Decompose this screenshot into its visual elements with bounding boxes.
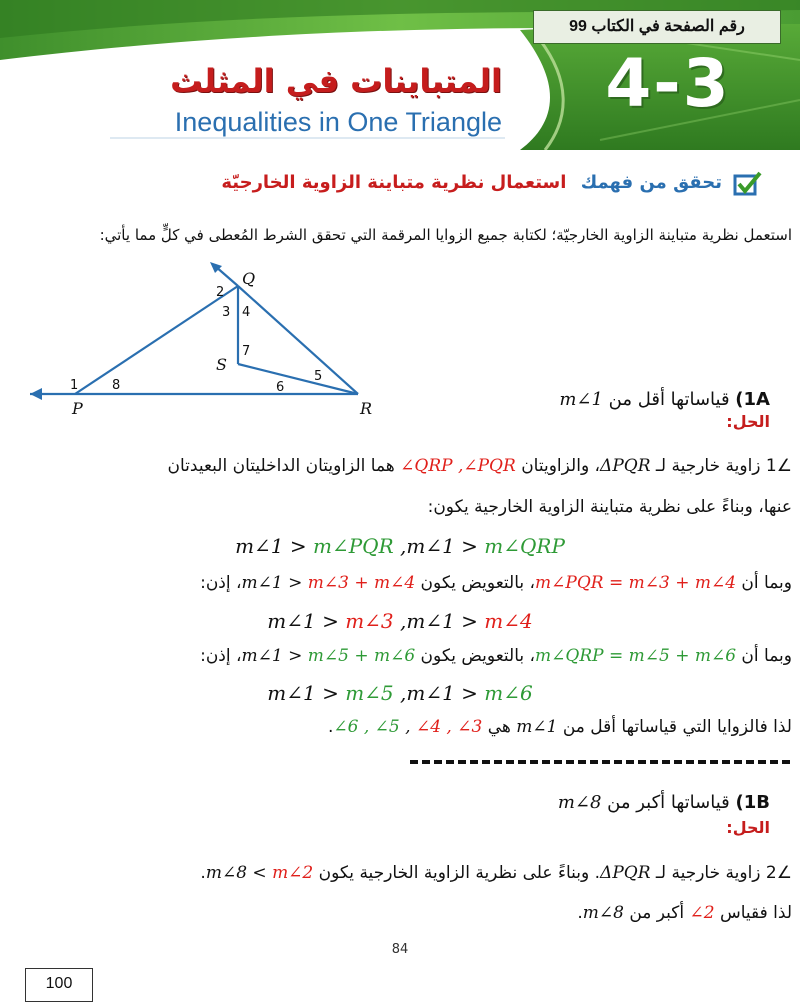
highlight: m∠QRP bbox=[484, 534, 565, 558]
part-b-line-1 bbox=[8, 862, 792, 884]
vertex-p: P bbox=[72, 399, 83, 418]
text: وبما أن bbox=[736, 573, 792, 593]
part-b-prompt bbox=[558, 792, 770, 813]
inequality-1 bbox=[0, 533, 800, 559]
arrow-left-icon bbox=[30, 388, 42, 400]
text: أكبر من bbox=[623, 903, 690, 923]
text: m∠1 > bbox=[241, 646, 308, 666]
segment-qr bbox=[238, 286, 358, 394]
highlight: m∠PQR = m∠3 + m∠4 bbox=[535, 573, 737, 593]
text: m∠1 > bbox=[267, 681, 346, 705]
segment-pq bbox=[75, 286, 238, 394]
angle-label-6: 6 bbox=[276, 380, 285, 395]
part-a-prompt bbox=[559, 389, 770, 410]
part-a-line-3 bbox=[8, 572, 792, 594]
text: ∠1 زاوية خارجية لـ bbox=[650, 456, 792, 476]
highlight: m∠3 + m∠4 bbox=[307, 573, 416, 593]
angle-label-4: 4 bbox=[242, 305, 251, 320]
text: ∠2 زاوية خارجية لـ bbox=[650, 863, 792, 883]
text: ، والزاويتان bbox=[515, 456, 601, 476]
angle-label-1: 1 bbox=[70, 378, 79, 393]
text: ,m∠1 > bbox=[393, 609, 485, 633]
inequality-2 bbox=[0, 608, 800, 634]
highlight: ∠6 , ∠5 bbox=[333, 717, 400, 737]
triangle-name: ΔPQR bbox=[600, 863, 651, 883]
vertex-q: Q bbox=[242, 269, 256, 288]
text: m∠1 > bbox=[235, 534, 313, 558]
highlight: m∠4 bbox=[484, 609, 533, 633]
part-a-line-4 bbox=[8, 645, 792, 667]
text: . bbox=[577, 903, 583, 923]
highlight: ∠2 bbox=[689, 903, 715, 923]
checkbox-icon bbox=[733, 170, 763, 196]
part-b-line-2 bbox=[8, 902, 792, 924]
angle-label-2: 2 bbox=[216, 285, 225, 300]
part-a-line-2: عنها، وبناءً على نظرية متباينة الزاوية الخارجية يكون: bbox=[427, 497, 792, 517]
angle-label-5: 5 bbox=[314, 369, 323, 384]
text: ، إذن: bbox=[200, 573, 242, 593]
angle-label-8: 8 bbox=[112, 378, 121, 393]
separator-line bbox=[410, 760, 790, 768]
vertex-s: S bbox=[216, 355, 227, 374]
highlight: m∠2 bbox=[272, 863, 314, 883]
math: m∠8 bbox=[582, 903, 624, 923]
part-a-prompt-math: m∠1 bbox=[559, 389, 603, 410]
text: . وبناءً على نظرية الزاوية الخارجية يكون bbox=[313, 863, 601, 883]
inequality-3 bbox=[0, 680, 800, 706]
part-b-prompt-math: m∠8 bbox=[557, 792, 602, 813]
lesson-title-english: Inequalities in One Triangle bbox=[174, 107, 502, 137]
part-a-prompt-text: قياساتها أقل من bbox=[608, 389, 730, 410]
text: m∠1 > bbox=[241, 573, 308, 593]
text: ، بالتعويض يكون bbox=[415, 573, 536, 593]
book-page-number-box: 100 bbox=[25, 968, 93, 1002]
text: ، بالتعويض يكون bbox=[415, 646, 536, 666]
page-number: 84 bbox=[391, 942, 409, 957]
lesson-number: 4-3 bbox=[605, 45, 731, 122]
check-understanding-heading bbox=[221, 168, 722, 198]
part-a-conclusion bbox=[8, 716, 792, 738]
text: . bbox=[328, 717, 334, 737]
part-a-line-1 bbox=[8, 455, 792, 477]
highlight: m∠PQR bbox=[313, 534, 394, 558]
part-a-solution-label: الحل: bbox=[726, 412, 770, 431]
text: m∠1 > bbox=[267, 609, 346, 633]
text: ,m∠1 > bbox=[393, 534, 485, 558]
text: . bbox=[200, 863, 206, 883]
vertex-r: R bbox=[360, 399, 373, 418]
text: m∠8 < bbox=[205, 863, 273, 883]
text: وبما أن bbox=[736, 646, 792, 666]
highlight: m∠3 bbox=[345, 609, 394, 633]
text: ,m∠1 > bbox=[393, 681, 485, 705]
part-b-prompt-text: قياساتها أكبر من bbox=[607, 792, 730, 813]
text: هي bbox=[482, 717, 517, 737]
part-b-solution-label: الحل: bbox=[726, 818, 770, 837]
highlight: ∠4 , ∠3 bbox=[415, 717, 483, 737]
text: لذا فالزوايا التي قياساتها أقل من bbox=[557, 717, 792, 737]
highlight: m∠5 bbox=[345, 681, 394, 705]
highlight: m∠5 + m∠6 bbox=[307, 646, 416, 666]
angle-label-3: 3 bbox=[222, 305, 231, 320]
highlight: m∠6 bbox=[484, 681, 533, 705]
triangle-figure bbox=[20, 258, 390, 418]
text: , bbox=[399, 717, 416, 737]
highlight: m∠QRP = m∠5 + m∠6 bbox=[535, 646, 737, 666]
math: m∠1 bbox=[516, 717, 558, 737]
check-topic: استعمال نظرية متباينة الزاوية الخارجيّة bbox=[221, 172, 567, 193]
lesson-title-arabic: المتباينات في المثلث bbox=[170, 62, 502, 100]
text: هما الزاويتان الداخليتان البعيدتان bbox=[167, 456, 401, 476]
part-a-label: 1A) bbox=[735, 389, 770, 410]
book-page-reference: رقم الصفحة في الكتاب 99 bbox=[533, 10, 781, 44]
text: لذا فقياس bbox=[714, 903, 792, 923]
angles-highlight: ∠QRP ,∠PQR bbox=[400, 456, 516, 476]
part-b-label: 1B) bbox=[735, 792, 770, 813]
triangle-name: ΔPQR bbox=[600, 456, 651, 476]
text: ، إذن: bbox=[200, 646, 242, 666]
instruction-text: استعمل نظرية متباينة الزاوية الخارجيّة؛ لكتابة جميع الزوايا المرقمة التي تحقق الشرط المُعطى في كلٍّ مما يأتي: bbox=[99, 226, 792, 244]
check-understanding-label: تحقق من فهمك bbox=[580, 172, 722, 193]
angle-label-7: 7 bbox=[242, 344, 251, 359]
